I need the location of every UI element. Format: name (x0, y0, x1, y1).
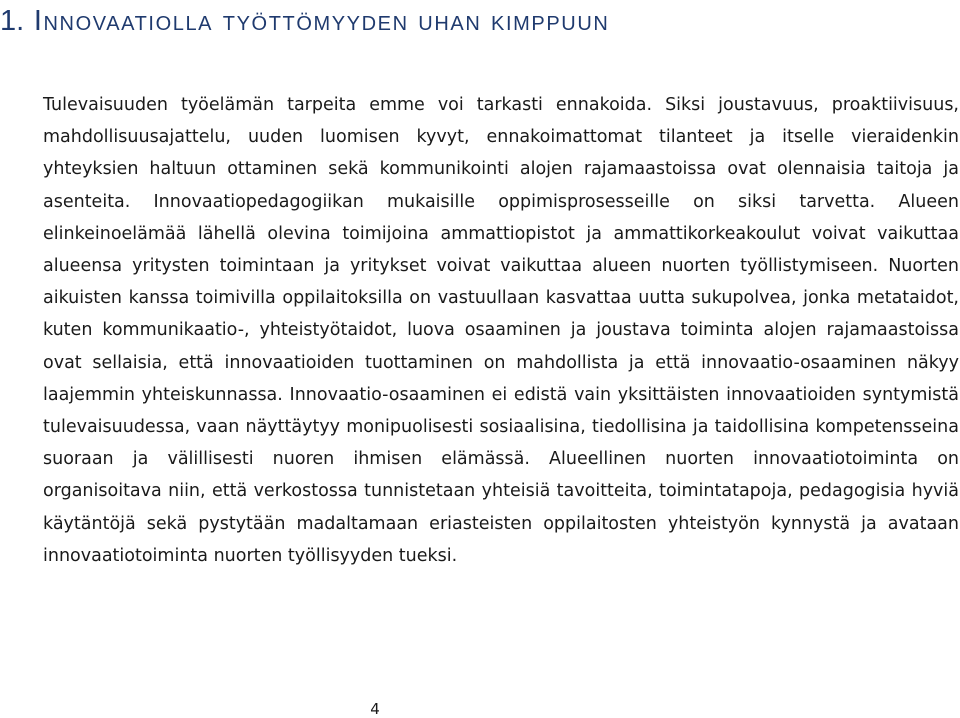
body-paragraph: Tulevaisuuden työelämän tarpeita emme voi tarkasti ennakoida. Siksi joustavuus, proaktiivisuus, mahdollisuusajattelu, uuden luomisen kyvyt, ennakoimattomat tilanteet ja itselle vieraidenkin yhteyksien haltuun ottaminen sekä kommunikointi alojen rajamaastoissa ovat olennaisia taitoja ja asenteita. Innovaatiopedagogiikan mukaisille oppimisprosesseille on siksi tarvetta. Alueen elinkeinoelämää lähellä olevina toimijoina ammattiopistot ja ammattikorkeakoulut voivat vaikuttaa alueensa yritysten toimintaan ja yritykset voivat vaikuttaa alueen nuorten työllistymiseen. Nuorten aikuisten kanssa toimivilla oppilaitoksilla on vastuullaan kasvattaa uutta sukupolvea, jonka metataidot, kuten kommunikaatio-, yhteistyötaidot, luova osaaminen ja joustava toiminta alojen rajamaastoissa ovat sellaisia, että innovaatioiden tuottaminen on mahdollista ja että innovaatio-osaaminen näkyy laajemmin yhteiskunnassa. Innovaatio-osaaminen ei edistä vain yksittäisten innovaatioiden syntymistä tulevaisuudessa, vaan näyttäytyy monipuolisesti sosiaalisina, tiedollisina ja taidollisina kompetensseina suoraan ja välillisesti nuoren ihmisen elämässä. Alueellinen nuorten innovaatiotoiminta on organisoitava niin, että verkostossa tunnistetaan yhteisiä tavoitteita, toimintatapoja, pedagogisia hyviä käytäntöjä sekä pystytään madaltamaan eriasteisten oppilaitosten yhteistyön kynnystä ja avataan innovaatiotoiminta nuorten työllisyyden tueksi. (43, 95, 959, 566)
section-title: Innovaatiolla työttömyyden uhan kimppuun (33, 5, 610, 37)
page-number: 4 (370, 700, 380, 718)
section-heading (0, 3, 609, 39)
section-number: 1. (0, 5, 25, 37)
